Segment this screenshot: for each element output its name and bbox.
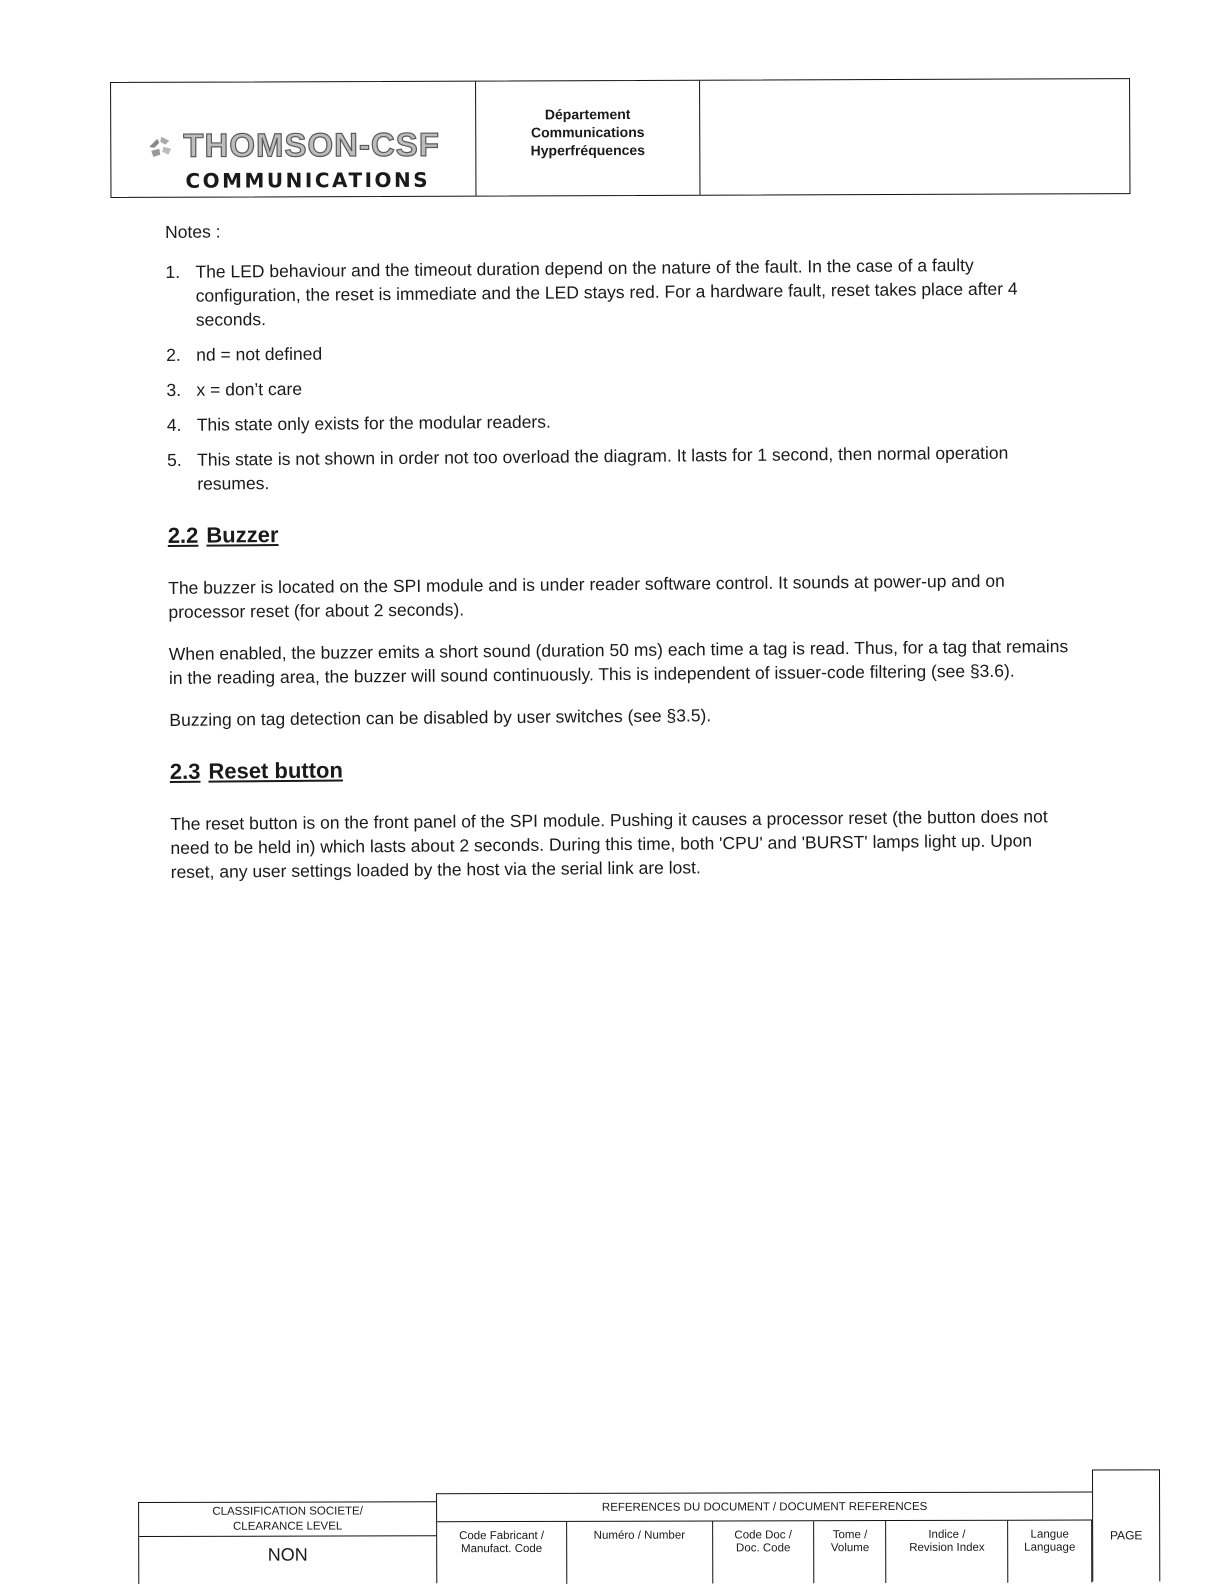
note-text: nd = not defined xyxy=(196,343,323,365)
ref-label: Code Fabricant / xyxy=(459,1529,545,1543)
classification-label-line-1: CLASSIFICATION SOCIETE/ xyxy=(212,1505,363,1518)
page-label: PAGE xyxy=(1109,1528,1143,1543)
notes-label: Notes : xyxy=(165,221,221,242)
section-heading-buzzer xyxy=(168,514,1068,550)
note-text: The LED behaviour and the timeout duration depend on the nature of the fault. In the case of a faulty configuration, the reset is immediate and the LED stays red. For a hardware fault, reset takes place after 4 seconds. xyxy=(195,254,1018,330)
note-item xyxy=(165,252,1066,332)
ref-manufacturer-code xyxy=(437,1522,567,1584)
note-item xyxy=(167,440,1067,496)
ref-label: Langue xyxy=(1030,1528,1069,1541)
paragraph: Buzzing on tag detection can be disabled by user switches (see §3.5). xyxy=(169,705,712,730)
ref-label: Manufact. Code xyxy=(460,1542,543,1556)
note-number: 2. xyxy=(166,344,181,365)
department-line-1: Département xyxy=(544,106,631,123)
company-brand: THOMSON-CSF xyxy=(183,125,441,164)
references-label: REFERENCES DU DOCUMENT / DOCUMENT REFERENCES xyxy=(437,1493,1092,1523)
note-text: This state only exists for the modular readers. xyxy=(196,411,551,435)
document-references-box xyxy=(436,1492,1092,1584)
classification-value: NON xyxy=(267,1544,308,1565)
ref-language xyxy=(1008,1521,1092,1583)
section-title: Buzzer xyxy=(206,522,279,548)
department-cell xyxy=(476,81,700,196)
ref-label: Volume xyxy=(830,1542,870,1555)
classification-label-line-2: CLEARANCE LEVEL xyxy=(232,1520,343,1533)
ref-revision-index xyxy=(886,1521,1008,1583)
paragraph: The reset button is on the front panel of the SPI module. Pushing it causes a processor reset (the button does not need to be held in) which lasts about 2 seconds. During this time, both 'CPU' and 'BURST' lamps light up. Upon reset, any user settings loaded by the host via the serial link are lost. xyxy=(170,806,1048,882)
thomson-logo-icon xyxy=(145,133,175,161)
note-item xyxy=(166,370,1066,402)
paragraph: The buzzer is located on the SPI module and is under reader software control. It sounds at power-up and on processor reset (for about 2 seconds). xyxy=(168,570,1005,622)
notes-list xyxy=(165,252,1067,496)
page-number-box xyxy=(1092,1469,1160,1581)
document-footer xyxy=(138,1469,1160,1584)
ref-label: Code Doc / xyxy=(734,1529,792,1542)
company-division: COMMUNICATIONS xyxy=(185,167,431,193)
classification-box xyxy=(138,1501,436,1584)
ref-number xyxy=(567,1521,713,1583)
ref-volume xyxy=(815,1521,887,1583)
ref-label: Doc. Code xyxy=(736,1542,791,1555)
ref-label: Language xyxy=(1024,1541,1076,1554)
paragraph: When enabled, the buzzer emits a short sound (duration 50 ms) each time a tag is read. Thus, for a tag that remains in the reading area, the buzzer will sound continuously. This is independent of issuer-code filtering (see §3.6). xyxy=(168,636,1069,688)
ref-label: Numéro / Number xyxy=(593,1529,686,1542)
note-number: 3. xyxy=(166,379,182,400)
note-number: 1. xyxy=(165,261,181,282)
company-logo-cell xyxy=(111,82,476,197)
note-text: This state is not shown in order not too overload the diagram. It lasts for 1 second, then normal operation resumes. xyxy=(197,442,1009,494)
document-body xyxy=(165,212,1071,902)
section-number: 2.2 xyxy=(167,522,199,548)
note-number: 5. xyxy=(167,449,182,470)
ref-label: Indice / xyxy=(928,1528,966,1541)
ref-doc-code xyxy=(713,1521,815,1583)
header-blank-cell xyxy=(700,79,1129,195)
note-number: 4. xyxy=(166,414,182,435)
ref-label: Revision Index xyxy=(909,1541,985,1554)
section-heading-reset-button xyxy=(170,750,1070,786)
section-number: 2.3 xyxy=(169,758,201,784)
note-text: x = don’t care xyxy=(196,378,303,400)
department-line-2: Communications xyxy=(530,123,645,141)
note-item xyxy=(167,405,1067,437)
department-line-3: Hyperfréquences xyxy=(530,141,646,159)
section-title: Reset button xyxy=(208,757,343,784)
note-item xyxy=(166,335,1066,367)
ref-label: Tome / xyxy=(832,1529,868,1542)
document-header xyxy=(110,66,1130,198)
